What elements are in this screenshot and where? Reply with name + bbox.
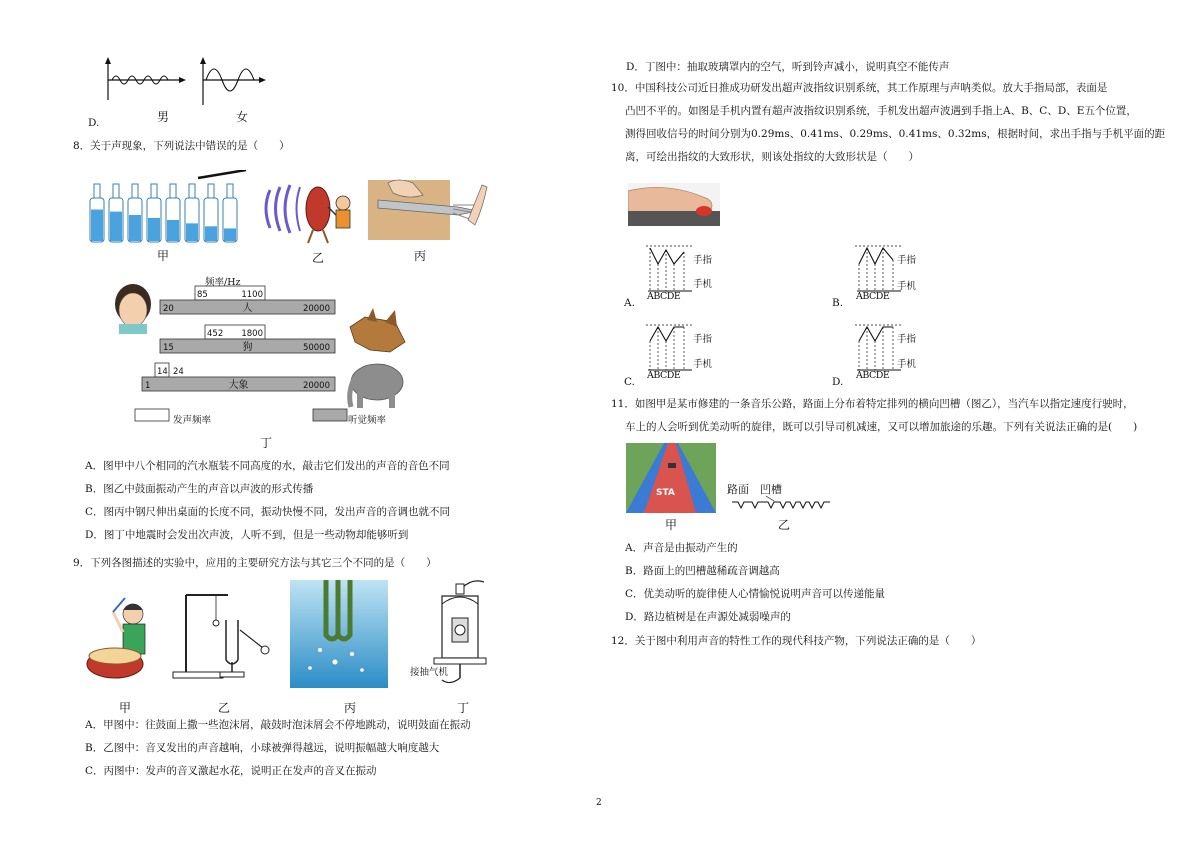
q11-fig-music-road — [626, 443, 716, 513]
species-label: 人 — [242, 303, 253, 314]
q7-male-label: 男 — [157, 110, 170, 124]
fingerprint-profile — [650, 327, 684, 341]
q11-groove-label: 凹槽 — [760, 483, 782, 496]
emit-low-label: 14 — [157, 367, 168, 377]
q10-a-finger: 手指 — [693, 255, 713, 266]
bottle — [147, 184, 161, 242]
q8-stem: 8．关于声现象，下列说法中错误的是（ ） — [73, 140, 290, 152]
hear-low-label: 15 — [163, 343, 174, 353]
bottle — [109, 184, 123, 242]
woman-illustration — [115, 284, 151, 334]
emit-high-label: 1100 — [241, 290, 263, 300]
q8-fig-drum — [258, 175, 358, 245]
dog-illustration — [350, 308, 405, 352]
q8-fig-label-bing: 丙 — [414, 249, 427, 263]
q11-option-a: A．声音是由振动产生的 — [625, 542, 738, 554]
q11-fig-label-jia: 甲 — [665, 518, 678, 532]
legend-hear-swatch — [313, 409, 347, 421]
species-label: 狗 — [242, 342, 253, 353]
hear-high-label: 20000 — [302, 304, 330, 314]
emit-high-label: 1800 — [241, 329, 263, 339]
hear-high-label: 50000 — [302, 343, 330, 353]
freq-row — [160, 325, 335, 353]
bottle — [128, 184, 142, 242]
q11-stem — [611, 393, 1137, 439]
q10-b-points: ABCDE — [856, 291, 890, 302]
q10-d-points: ABCDE — [856, 370, 890, 381]
q10-b-finger: 手指 — [897, 255, 917, 266]
bottle — [223, 184, 237, 242]
bottle — [204, 184, 218, 242]
fingerprint-profile — [650, 248, 684, 264]
q8-legend-emit: 发声频率 — [173, 415, 212, 426]
q10-option-b-label: B. — [832, 297, 844, 309]
hear-low-label: 20 — [163, 304, 174, 314]
svg-text:STA: STA — [656, 488, 675, 498]
q7-option-d-label: D. — [88, 117, 100, 129]
emit-high-label: 24 — [173, 367, 184, 377]
q10-option-a-label: A. — [624, 297, 635, 309]
q8-fig-ruler — [368, 175, 493, 243]
q8-freq-chart-title: 频率/Hz — [205, 277, 241, 288]
q9-options — [85, 714, 471, 783]
bottle — [185, 184, 199, 242]
q10-stem — [611, 77, 1165, 169]
q11-stem-line-1: 11．如图甲是某市修建的一条音乐公路，路面上分布着特定排列的横向凹槽（图乙），当汽车以指定速度行驶时， — [611, 398, 1134, 410]
q10-c-points: ABCDE — [647, 370, 681, 381]
hear-high-label: 20000 — [302, 381, 330, 391]
q8-fig-label-yi: 乙 — [312, 251, 325, 265]
q9-fig-drum-boy — [85, 592, 160, 690]
bottle — [90, 184, 104, 242]
q11-options — [625, 537, 885, 629]
elephant-illustration — [350, 364, 403, 408]
q9-fig-label-bing: 丙 — [344, 701, 357, 715]
q9-fig-tuning-fork — [168, 590, 278, 682]
q8-fig-label-ding: 丁 — [260, 436, 273, 450]
emit-low-label: 452 — [207, 329, 224, 339]
q11-road-label: 路面 — [727, 483, 749, 496]
q9-option-c: C．丙图中：发声的音叉激起水花，说明正在发声的音叉在振动 — [85, 765, 377, 777]
fingerprint-profile — [859, 248, 893, 264]
freq-legend — [135, 409, 347, 421]
q10-option-d-label: D. — [832, 376, 844, 388]
q10-a-points: ABCDE — [647, 291, 681, 302]
q8-options — [85, 455, 450, 547]
q8-option-a: A．图甲中八个相同的汽水瓶装不同高度的水，敲击它们发出的声音的音色不同 — [85, 460, 450, 472]
q9-stem: 9．下列各图描述的实验中，应用的主要研究方法与其它三个不同的是（ ） — [73, 557, 437, 569]
q10-stem-line-2: 凸凹不平的。如图是手机内置有超声波指纹识别系统，手机发出超声波遇到手指上A、B、C、D、E五个位置， — [625, 105, 1137, 117]
q10-d-phone: 手机 — [897, 359, 917, 370]
q10-b-phone: 手机 — [897, 281, 917, 292]
q10-fig-finger-phone — [628, 183, 720, 226]
q10-option-c-label: C. — [624, 376, 635, 388]
q10-c-finger: 手指 — [693, 334, 713, 345]
q11-fig-label-yi: 乙 — [778, 518, 791, 532]
q8-freq-chart — [105, 272, 415, 432]
q8-option-c: C．图丙中钢尺伸出桌面的长度不同，振动快慢不同，发出声音的音调也就不同 — [85, 506, 451, 518]
q11-option-d: D．路边植树是在声源处减弱噪声的 — [625, 611, 791, 623]
q11-stem-line-2: 车上的人会听到优美动听的旋律，既可以引导司机减速，又可以增加旅途的乐趣。下列有关说法正确的是( ) — [625, 421, 1138, 433]
q12-stem: 12．关于图中利用声音的特性工作的现代科技产物，下列说法正确的是（ ） — [611, 635, 982, 647]
q10-stem-line-3: 测得回收信号的时间分别为0.29ms、0.41ms、0.29ms、0.41ms、0.32ms，根据时间，求出手指与手机平面的距 — [625, 128, 1166, 140]
q8-option-b: B．图乙中鼓面振动产生的声音以声波的形式传播 — [85, 483, 314, 495]
q10-stem-line-1: 10．中国科技公司近日推成功研发出超声波指纹识别系统，其工作原理与声呐类似。放大手指局部，表面是 — [611, 82, 1108, 94]
q9-fig-label-jia: 甲 — [119, 701, 132, 715]
legend-emit-swatch — [135, 409, 169, 421]
q9-option-a: A．甲图中：往鼓面上撒一些泡沫屑，敲鼓时泡沫屑会不停地跳动，说明鼓面在振动 — [85, 719, 471, 731]
q9-fig-label-yi: 乙 — [218, 701, 231, 715]
q10-c-phone: 手机 — [693, 359, 713, 370]
q11-option-b: B．路面上的凹槽越稀疏音调越高 — [625, 565, 780, 577]
q10-stem-line-4: 离，可绘出指纹的大致形状，则该处指纹的大致形状是（ ） — [625, 151, 919, 163]
q10-a-phone: 手机 — [693, 279, 713, 290]
q10-d-finger: 手指 — [897, 334, 917, 345]
emit-low-label: 85 — [197, 290, 208, 300]
q8-fig-label-jia: 甲 — [157, 249, 170, 263]
hear-low-label: 1 — [145, 381, 151, 391]
species-label: 大象 — [228, 380, 249, 391]
q9-option-d: D．丁图中：抽取玻璃罩内的空气，听到铃声减小，说明真空不能传声 — [626, 61, 950, 73]
q8-fig-bottles — [86, 170, 251, 248]
q9-fig-water-splash — [290, 580, 388, 688]
q8-legend-hear: 听觉频率 — [348, 415, 387, 426]
freq-row — [142, 363, 335, 391]
q9-pump-label: 接抽气机 — [410, 667, 449, 678]
bottle — [166, 184, 180, 242]
q8-option-d: D．图丁中地震时会发出次声波，人听不到，但是一些动物却能够听到 — [85, 529, 409, 541]
q11-fig-groove-profile — [730, 494, 835, 516]
q9-option-b: B．乙图中：音叉发出的声音越响，小球被弹得越远，说明振幅越大响度越大 — [85, 742, 440, 754]
q7-female-label: 女 — [236, 110, 249, 124]
page-number: 2 — [596, 798, 602, 808]
q9-fig-label-ding: 丁 — [457, 701, 470, 715]
q11-option-c: C．优美动听的旋律使人心情愉悦说明声音可以传递能量 — [625, 588, 886, 600]
fingerprint-profile — [859, 327, 893, 341]
freq-row — [160, 286, 335, 314]
